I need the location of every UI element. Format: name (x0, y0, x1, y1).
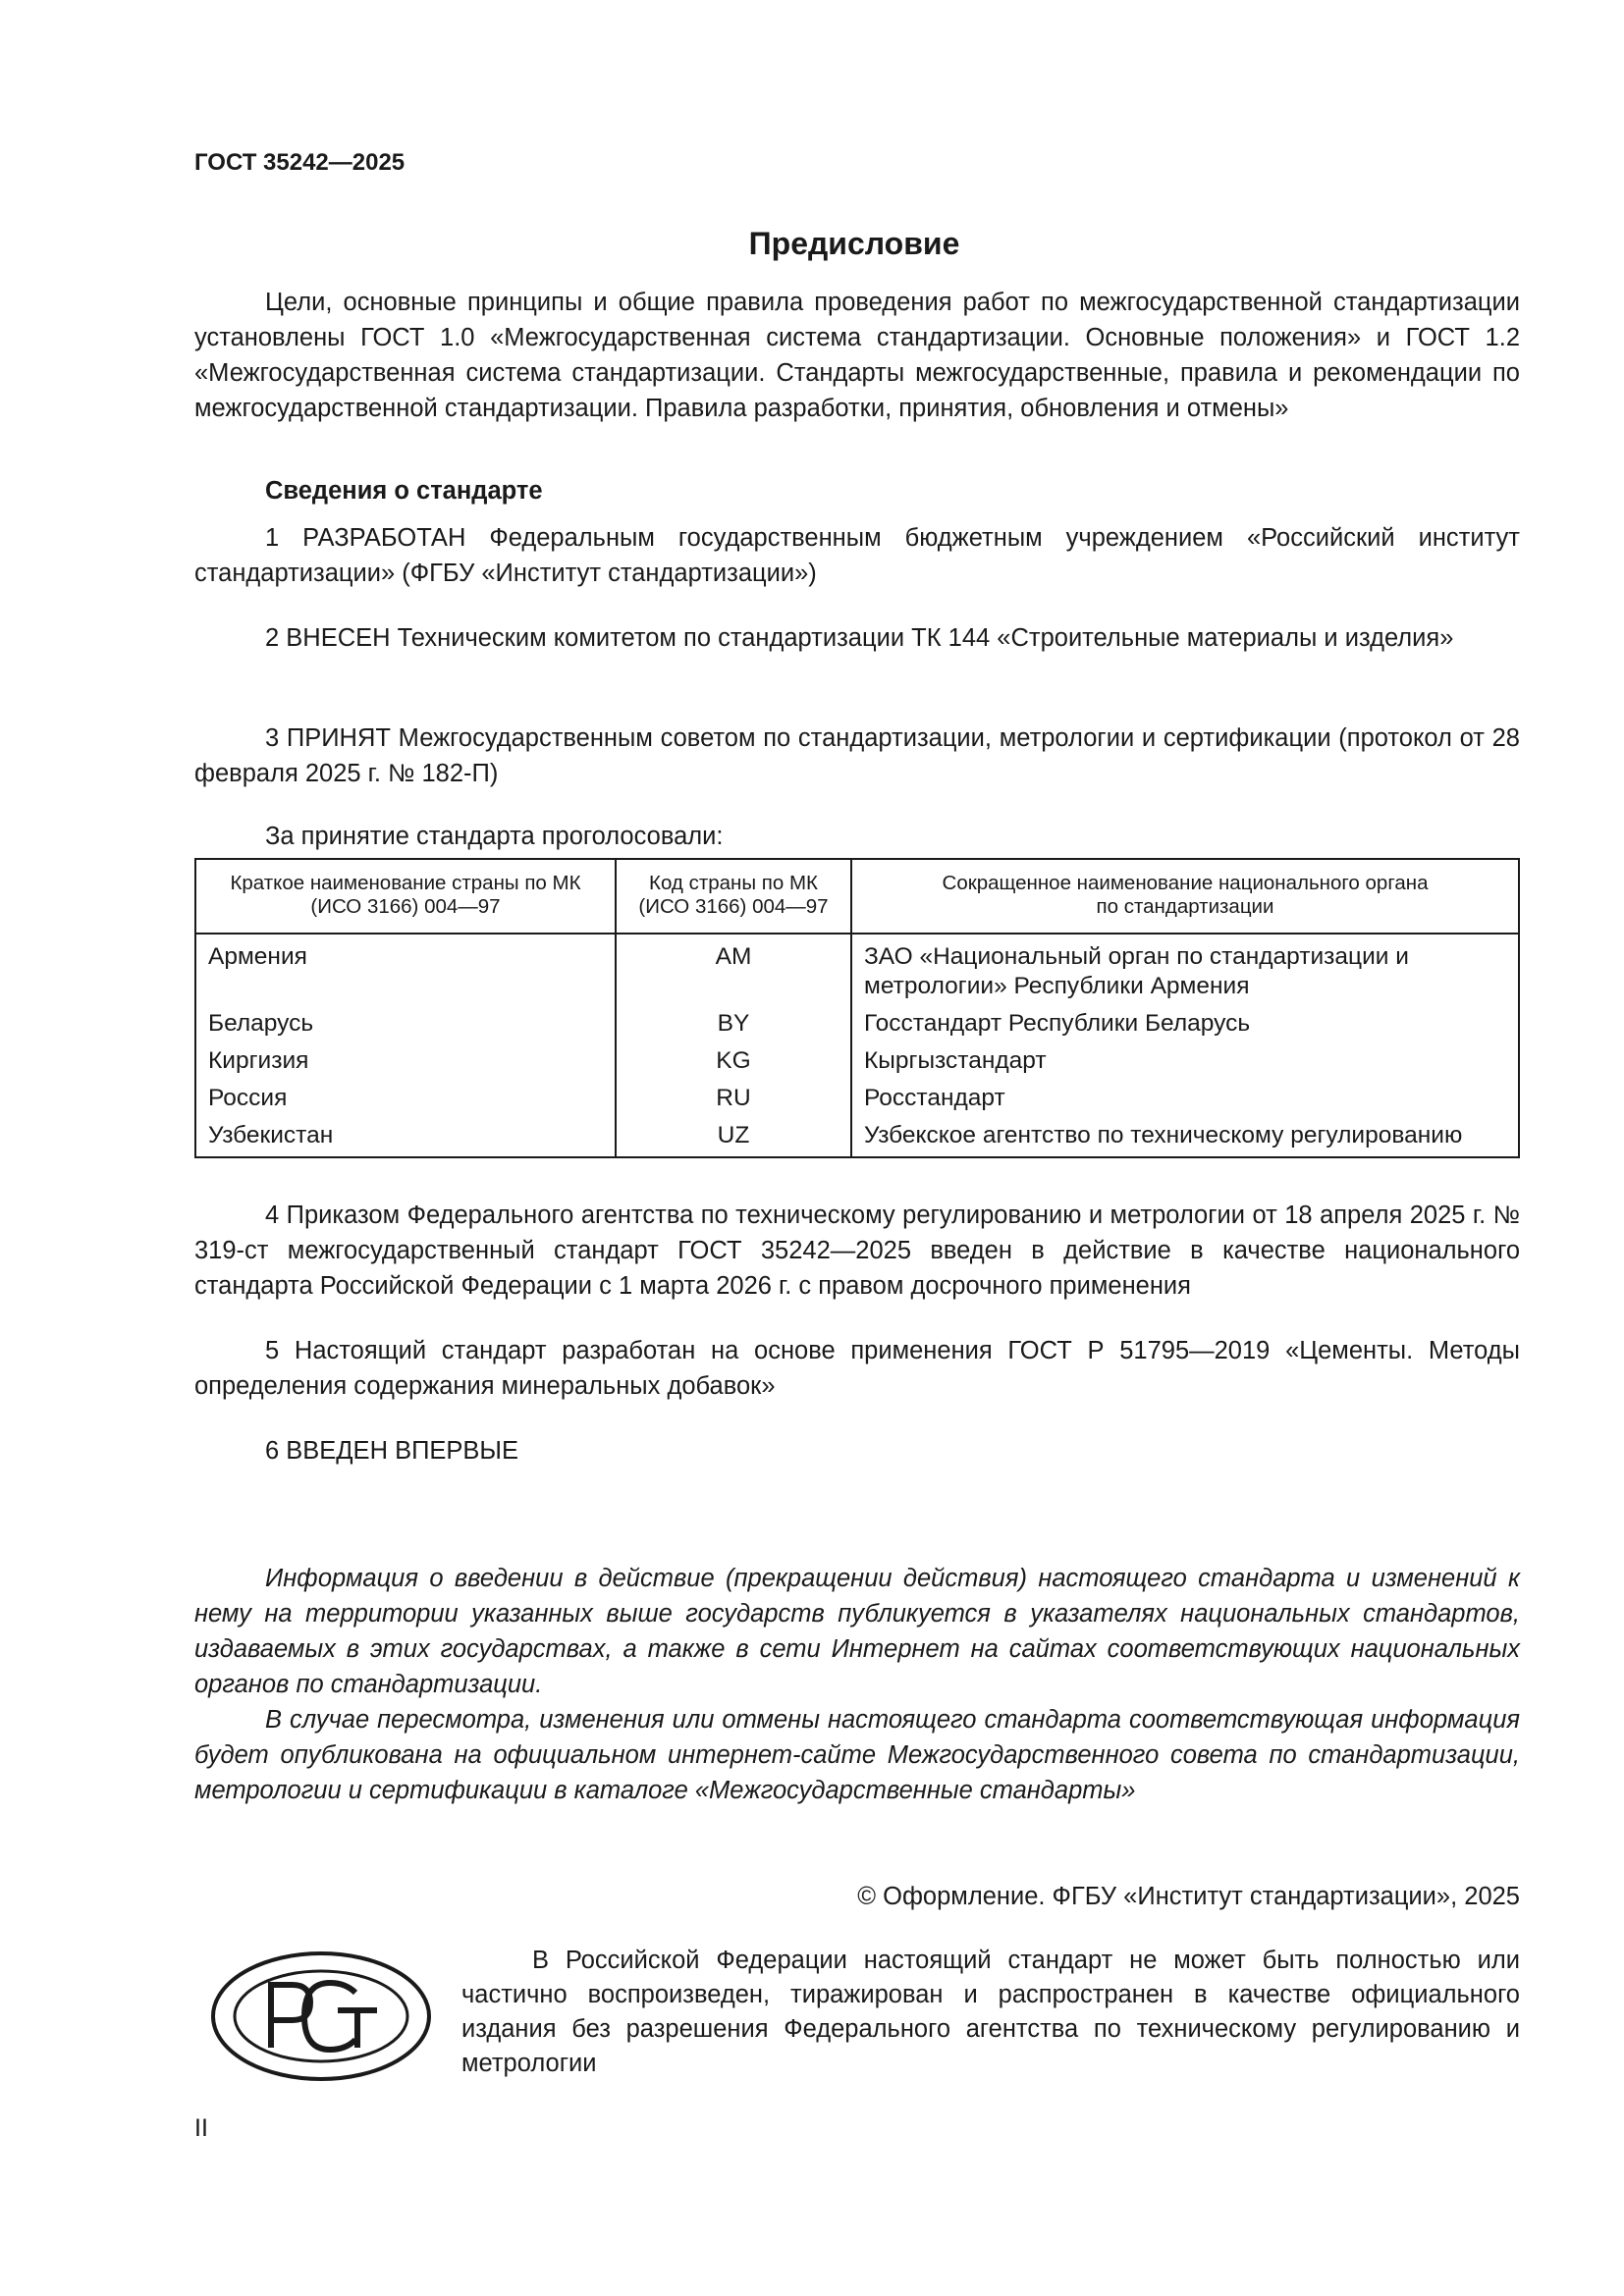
header-country: Краткое наименование страны по МК (ИСО 3166) 004—97 (195, 859, 616, 934)
header-code: Код страны по МК (ИСО 3166) 004—97 (616, 859, 851, 934)
intro-text: Цели, основные принципы и общие правила проведения работ по межгосударственной стандартизации установлены ГОСТ 1.0 «Межгосударственная система стандартизации. Основные положения» и ГОСТ 1.2 «Межгосударственная система стандартизации. Стандарты межгосударственные, правила и рекомендации по межгосударственной стандартизации. Правила разработки, принятия, обновления и отмены» (194, 289, 1520, 422)
page-number: II (194, 2114, 208, 2142)
cell-body: ЗАО «Национальный орган по стандартизации и метрологии» Республики Армения (851, 934, 1519, 1005)
item-4 (194, 1198, 1520, 1304)
intro-paragraph (194, 285, 1520, 426)
header-body: Сокращенное наименование национального органа по стандартизации (851, 859, 1519, 934)
cell-country: Беларусь (195, 1005, 616, 1042)
vote-intro: За принятие стандарта проголосовали: (265, 823, 724, 850)
item-2 (194, 620, 1520, 656)
item-4-text: 4 Приказом Федерального агентства по техническому регулированию и метрологии от 18 апреля 2025 г. № 319-ст межгосударственный стандарт ГОСТ 35242—2025 введен в действие в качестве национального стандарта Российской Федерации с 1 марта 2026 г. с правом досрочного применения (194, 1201, 1520, 1300)
item-5 (194, 1333, 1520, 1404)
cell-country: Киргизия (195, 1042, 616, 1080)
item-5-text: 5 Настоящий стандарт разработан на основе применения ГОСТ Р 51795—2019 «Цементы. Методы определения содержания минеральных добавок» (194, 1337, 1520, 1400)
info-heading: Сведения о стандарте (265, 477, 543, 505)
table-header-row (195, 859, 1519, 934)
voting-table (194, 858, 1520, 1158)
item-2-text: 2 ВНЕСЕН Техническим комитетом по стандартизации ТК 144 «Строительные материалы и изделия» (265, 624, 1454, 652)
table-row (195, 1080, 1519, 1117)
cell-code: UZ (616, 1117, 851, 1157)
cell-body: Росстандарт (851, 1080, 1519, 1117)
cell-code: BY (616, 1005, 851, 1042)
cell-country: Россия (195, 1080, 616, 1117)
rst-logo-icon (208, 1948, 434, 2085)
notice-1-text: Информация о введении в действие (прекращении действия) настоящего стандарта и изменений к нему на территории указанных выше государств публикуется в указателях национальных стандартов, издаваемых в этих государствах, а также в сети Интернет на сайтах соответствующих национальных органов по стандартизации. (194, 1565, 1520, 1698)
cell-country: Армения (195, 934, 616, 1005)
cell-body: Госстандарт Республики Беларусь (851, 1005, 1519, 1042)
table-row (195, 934, 1519, 1005)
item-3-text: 3 ПРИНЯТ Межгосударственным советом по стандартизации, метрологии и сертификации (протокол от 28 февраля 2025 г. № 182-П) (194, 724, 1520, 787)
table-row (195, 1005, 1519, 1042)
standard-code: ГОСТ 35242—2025 (194, 149, 406, 176)
rights-notice (461, 1944, 1520, 2081)
item-1-text: 1 РАЗРАБОТАН Федеральным государственным бюджетным учреждением «Российский институт стандартизации» (ФГБУ «Институт стандартизации») (194, 524, 1520, 587)
item-1 (194, 520, 1520, 591)
notice-paragraph-1 (194, 1561, 1520, 1702)
cell-country: Узбекистан (195, 1117, 616, 1157)
cell-code: RU (616, 1080, 851, 1117)
cell-code: KG (616, 1042, 851, 1080)
page-title: Предисловие (748, 226, 960, 261)
rights-text: В Российской Федерации настоящий стандарт не может быть полностью или частично воспроизведен, тиражирован и распространен в качестве официального издания без разрешения Федерального агентства по техническому регулированию и метрологии (461, 1947, 1520, 2077)
item-6 (194, 1433, 1520, 1468)
cell-body: Узбекское агентство по техническому регулированию (851, 1117, 1519, 1157)
table-row (195, 1042, 1519, 1080)
item-6-text: 6 ВВЕДЕН ВПЕРВЫЕ (265, 1437, 519, 1465)
notice-paragraph-2 (194, 1702, 1520, 1808)
cell-code: AM (616, 934, 851, 1005)
table-row (195, 1117, 1519, 1157)
cell-body: Кыргызстандарт (851, 1042, 1519, 1080)
notice-2-text: В случае пересмотра, изменения или отмены настоящего стандарта соответствующая информация будет опубликована на официальном интернет-сайте Межгосударственного совета по стандартизации, метрологии и сертификации в каталоге «Межгосударственные стандарты» (194, 1706, 1520, 1804)
copyright-line: © Оформление. ФГБУ «Институт стандартизации», 2025 (857, 1883, 1520, 1910)
item-3 (194, 721, 1520, 791)
